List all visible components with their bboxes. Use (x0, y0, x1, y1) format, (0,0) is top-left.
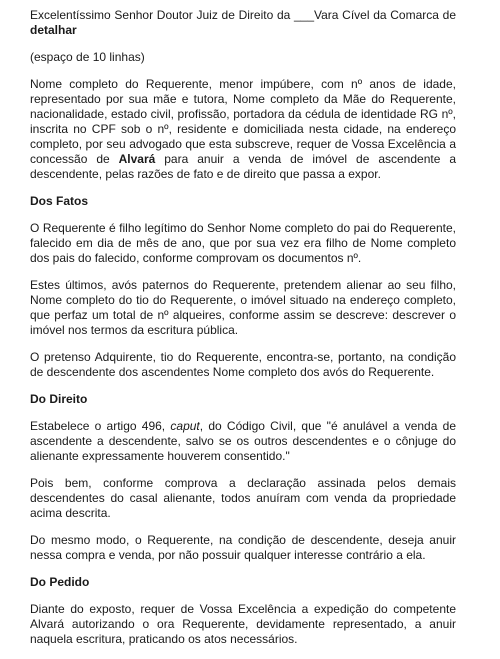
fatos-paragraph-1: O Requerente é filho legítimo do Senhor Nome completo do pai do Requerente, falecido em dia de mês de ano, que por sua vez era filho de Nome completo dos pais do falecido, conforme comprovam os documentos nº. (30, 221, 456, 265)
heading-do-pedido: Do Pedido (30, 575, 90, 589)
document-page (30, 8, 456, 659)
intro-text-start: Nome completo do Requerente, menor impúbere, com nº anos de idade, representado por sua mãe e tutora, Nome completo da Mãe do Requerente, nacionalidade, estado civil, profissão, portadora da cédula de identidade RG nº, inscrita no CPF sob o nº, residente e domiciliada nesta cidade, na endereço completo, por seu advogado que esta subscreve, requer de Vossa Excelência a concessão de (30, 77, 456, 166)
direito-paragraph-1 (30, 419, 456, 464)
addressee-text: Excelentíssimo Senhor Doutor Juiz de Direito da ___Vara Cível da Comarca de (30, 8, 456, 22)
heading-do-direito: Do Direito (30, 392, 88, 406)
direito-paragraph-3: Do mesmo modo, o Requerente, na condição de descendente, deseja anuir nessa compra e venda, por não possuir qualquer interesse contrário a ela. (30, 533, 456, 562)
addressee-line (30, 8, 456, 38)
direito-text-end: , do Código Civil, que "é anulável a venda de ascendente a descendente, salvo se os outros descendentes e o cônjuge do alienante expressamente houverem consentido." (30, 419, 456, 463)
caput-italic: caput (170, 419, 200, 433)
alvara-bold: Alvará (118, 152, 156, 166)
spacing-note: (espaço de 10 linhas) (30, 50, 145, 64)
fatos-paragraph-3: O pretenso Adquirente, tio do Requerente, encontra-se, portanto, na condição de descendente dos ascendentes Nome completo dos avós do Requerente. (30, 350, 456, 379)
pedido-paragraph-1: Diante do exposto, requer de Vossa Excelência a expedição do competente Alvará autorizando o ora Requerente, devidamente representado, a anuir naquela escritura, praticando os atos necessários. (30, 602, 456, 646)
heading-dos-fatos: Dos Fatos (30, 194, 89, 208)
direito-paragraph-2: Pois bem, conforme comprova a declaração assinada pelos demais descendentes do casal alienante, todos anuíram com venda da propriedade acima descrita. (30, 476, 456, 520)
comarca-placeholder: detalhar (30, 23, 77, 37)
intro-text-end: para anuir a venda de imóvel de ascendente a descendente, pelas razões de fato e de direito que passa a expor. (30, 152, 456, 181)
direito-text-start: Estabelece o artigo 496, (30, 419, 171, 433)
intro-paragraph (30, 77, 456, 182)
fatos-paragraph-2: Estes últimos, avós paternos do Requerente, pretendem alienar ao seu filho, Nome completo do tio do Requerente, o imóvel situado na endereço completo, que perfaz um total de nº alqueires, conforme assim se descreve: descrever o imóvel nos termos da escritura pública. (30, 278, 456, 337)
